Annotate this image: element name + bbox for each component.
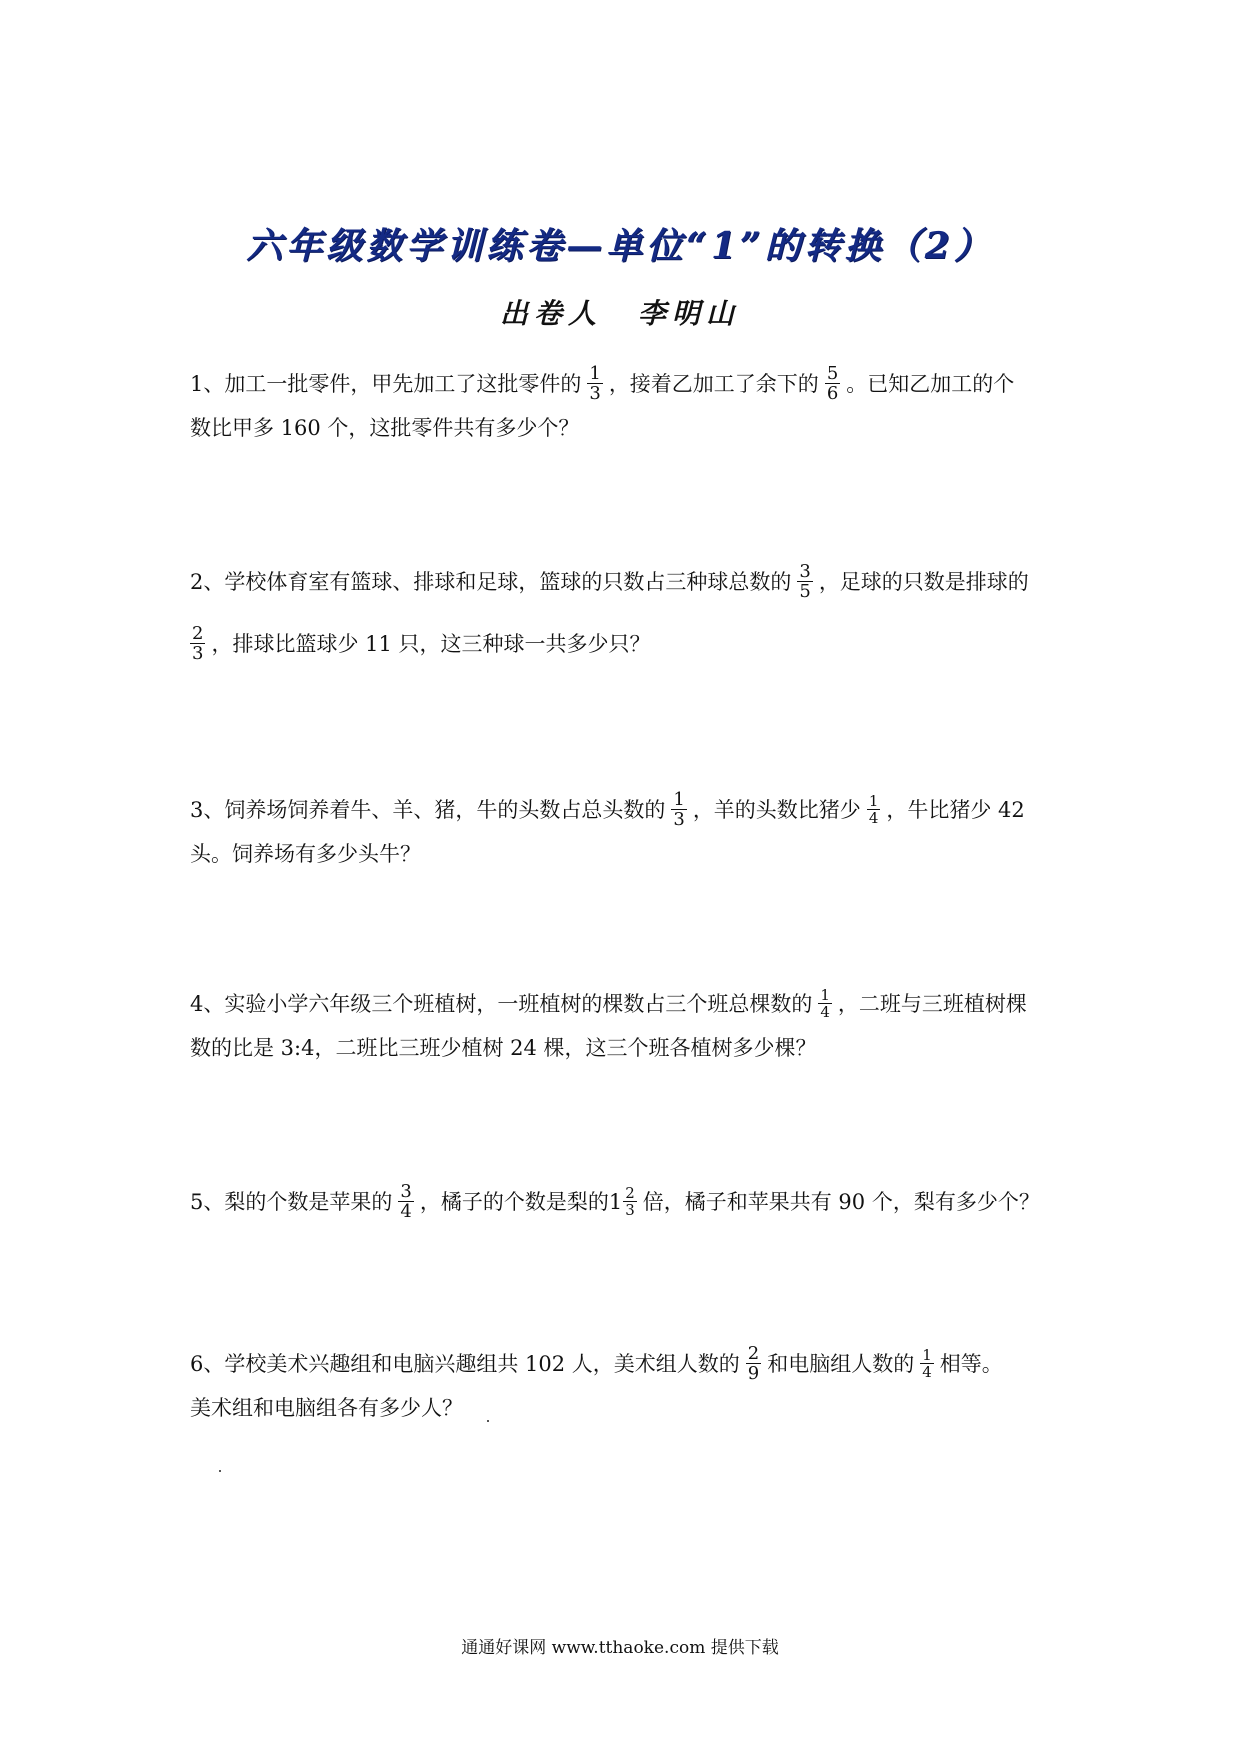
page-title: 六年级数学训练卷—单位“1”的转换（2）: [246, 225, 994, 267]
fraction-2-3: $\frac{2}{3}$: [625, 1184, 635, 1219]
problem-3-text-d: 头。饲养场有多少头牛？: [190, 842, 421, 866]
problem-6: [190, 1342, 1070, 1430]
problem-3-text-c: ，牛比猪少 42: [886, 798, 1025, 822]
problem-2: [190, 560, 1070, 666]
problem-4: [190, 982, 1070, 1070]
fraction-2-3: $\frac{2}{3}$: [192, 623, 204, 664]
problem-6-text-d: 美术组和电脑组各有多少人？: [190, 1396, 463, 1420]
problem-5-text-a: 5、梨的个数是苹果的: [190, 1190, 393, 1214]
problem-2-text-c: ，排球比篮球少 11 只，这三种球一共多少只？: [211, 632, 651, 656]
fraction-1-4: $\frac{1}{4}$: [922, 1346, 932, 1381]
problem-3-text-b: ，羊的头数比猪少: [692, 798, 861, 822]
author-name: 李明山: [638, 297, 741, 330]
fraction-1-3: $\frac{1}{3}$: [589, 363, 601, 404]
fraction-2-9: $\frac{2}{9}$: [747, 1343, 760, 1384]
problem-5-text-b: ，橘子的个数是梨的: [419, 1190, 609, 1214]
problem-1-text-a: 1、加工一批零件，甲先加工了这批零件的: [190, 372, 582, 396]
scan-speck: [487, 1420, 489, 1422]
fraction-3-4: $\frac{3}{4}$: [400, 1181, 412, 1222]
problem-5: [190, 1180, 1070, 1224]
problem-6-text-c: 相等。: [939, 1352, 1003, 1376]
scan-speck: [219, 1470, 221, 1472]
problem-4-text-c: 数的比是 3:4，二班比三班少植树 24 棵，这三个班各植树多少棵？: [190, 1036, 817, 1060]
footer-credit: 通通好课网 www.tthaoke.com 提供下载: [461, 1638, 779, 1658]
problem-2-text-a: 2、学校体育室有篮球、排球和足球，篮球的只数占三种球总数的: [190, 570, 792, 594]
fraction-1-4: $\frac{1}{4}$: [868, 792, 879, 827]
problem-1-text-b: ，接着乙加工了余下的: [608, 372, 819, 396]
fraction-5-6: $\frac{5}{6}$: [826, 363, 839, 404]
problem-5-text-c: 倍，橘子和苹果共有 90 个，梨有多少个？: [642, 1190, 1040, 1214]
fraction-1-3: $\frac{1}{3}$: [673, 789, 685, 830]
problem-3: [190, 788, 1070, 876]
fraction-1-4: $\frac{1}{4}$: [820, 986, 830, 1021]
problem-1-text-c: 。已知乙加工的个: [846, 372, 1015, 396]
problem-3-text-a: 3、饲养场饲养着牛、羊、猪，牛的头数占总头数的: [190, 798, 666, 822]
problem-6-text-b: 和电脑组人数的: [767, 1352, 915, 1376]
fraction-3-5: $\frac{3}{5}$: [799, 561, 811, 602]
problem-2-text-b: ，足球的只数是排球的: [818, 570, 1029, 594]
problem-6-text-a: 6、学校美术兴趣组和电脑兴趣组共 102 人，美术组人数的: [190, 1352, 740, 1376]
problem-4-text-b: ，二班与三班植树棵: [837, 992, 1027, 1016]
mixed-number-whole: 1: [608, 1190, 623, 1214]
problem-1: [190, 362, 1070, 450]
problem-4-text-a: 4、实验小学六年级三个班植树，一班植树的棵数占三个班总棵数的: [190, 992, 813, 1016]
problem-1-text-d: 数比甲多 160 个，这批零件共有多少个？: [190, 416, 580, 440]
author-label: 出卷人: [499, 297, 602, 330]
author-line: [0, 294, 1240, 334]
